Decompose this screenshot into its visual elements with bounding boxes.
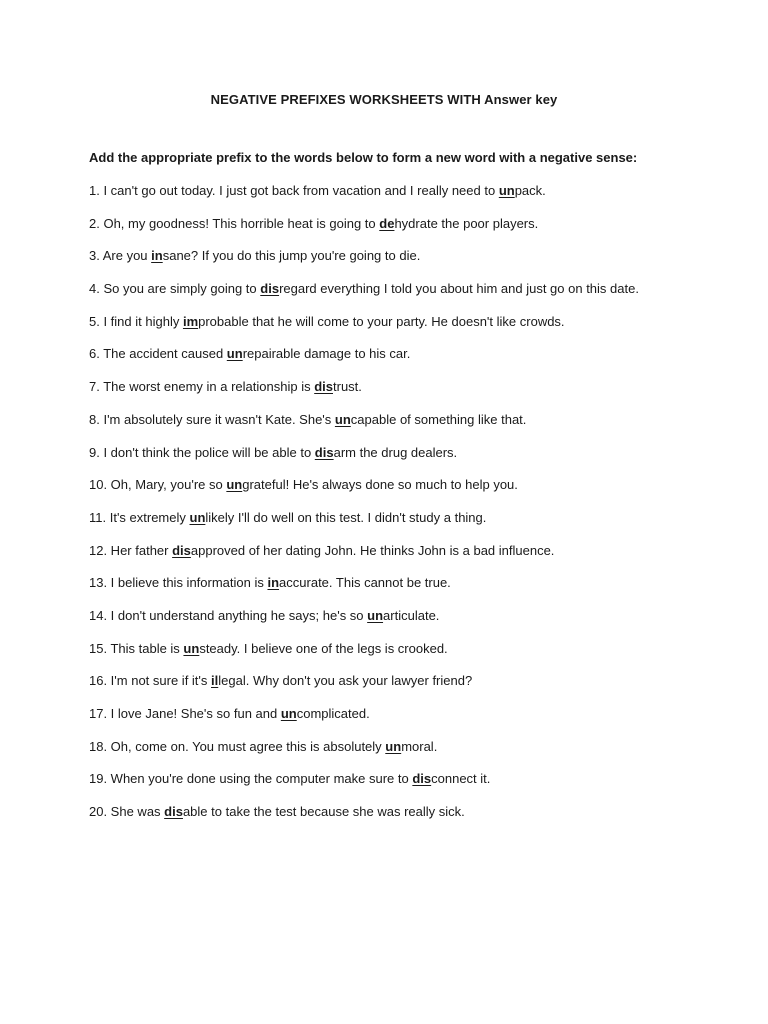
list-item (89, 641, 639, 674)
answer-prefix: dis (260, 281, 280, 297)
sentence-start: 18. Oh, come on. You must agree this is absolutely (89, 738, 386, 754)
list-item (89, 216, 639, 249)
sentence-start: 8. I'm absolutely sure it wasn't Kate. She's (89, 411, 335, 427)
sentence-start: 12. Her father (89, 542, 173, 558)
list-item (89, 706, 639, 739)
list-item (89, 608, 639, 641)
answer-prefix: un (498, 183, 515, 198)
sentence-end: approved of her dating John. He thinks John is a bad influence. (190, 542, 555, 558)
sentence-end: complicated. (296, 706, 370, 721)
page-title: NEGATIVE PREFIXES WORKSHEETS WITH Answer key (210, 92, 558, 107)
sentence-end: legal. Why don't you ask your lawyer friend? (218, 673, 473, 689)
sentence-end: able to take the test because she was really sick. (182, 804, 465, 820)
sentence-start: 15. This table is (89, 640, 184, 656)
sentence-start: 1. I can't go out today. I just got back from vacation and I really need to (89, 183, 499, 198)
sentence-start: 4. So you are simply going to (89, 281, 261, 297)
sentence-end: likely I'll do well on this test. I didn't study a thing. (205, 509, 487, 525)
sentence-end: arm the drug dealers. (333, 444, 458, 460)
answer-prefix: un (280, 706, 297, 721)
sentence-end: trust. (333, 379, 362, 395)
answer-prefix: un (334, 411, 351, 427)
sentence-end: articulate. (383, 607, 440, 623)
list-item (89, 248, 639, 281)
answer-prefix: un (183, 640, 200, 656)
sentence-start: 14. I don't understand anything he says; he's so (89, 607, 368, 623)
sentence-start: 17. I love Jane! She's so fun and (89, 706, 281, 721)
sentence-end: regard everything I told you about him and just go on this date. (279, 281, 639, 297)
sentence-end: steady. I believe one of the legs is crooked. (199, 640, 448, 656)
sentence-end: repairable damage to his car. (242, 346, 411, 362)
list-item (89, 445, 639, 478)
sentence-start: 3. Are you (89, 248, 152, 264)
answer-prefix: dis (314, 444, 334, 460)
answer-prefix: dis (172, 542, 191, 558)
list-item (89, 477, 639, 510)
sentence-end: hydrate the poor players. (394, 215, 539, 231)
answer-prefix: un (385, 738, 402, 754)
answer-prefix: in (267, 575, 280, 591)
list-item (89, 510, 639, 543)
answer-prefix: dis (412, 771, 432, 787)
sentence-start: 20. She was (89, 804, 165, 820)
list-item (89, 673, 639, 706)
list-item (89, 543, 639, 576)
answer-prefix: il (211, 673, 219, 689)
list-item (89, 281, 639, 314)
sentence-start: 16. I'm not sure if it's (89, 673, 212, 689)
sentence-start: 9. I don't think the police will be able to (89, 444, 315, 460)
sentence-end: sane? If you do this jump you're going to die. (162, 248, 421, 264)
sentence-end: probable that he will come to your party. He doesn't like crowds. (198, 313, 565, 329)
list-item (89, 804, 639, 837)
list-item (89, 739, 639, 772)
answer-prefix: un (189, 509, 206, 525)
answer-prefix: in (151, 248, 163, 264)
list-item (89, 379, 639, 412)
sentence-start: 19. When you're done using the computer make sure to (89, 771, 413, 787)
list-item (89, 575, 639, 608)
sentence-end: grateful! He's always done so much to help you. (242, 477, 518, 493)
sentence-end: moral. (401, 738, 438, 754)
answer-prefix: un (226, 477, 243, 493)
list-item (89, 771, 639, 804)
list-item (89, 346, 639, 379)
answer-prefix: dis (164, 804, 183, 820)
sentence-start: 10. Oh, Mary, you're so (89, 477, 227, 493)
sentence-start: 13. I believe this information is (89, 575, 268, 591)
sentence-start: 5. I find it highly (89, 313, 183, 329)
answer-prefix: un (226, 346, 243, 362)
sentence-start: 2. Oh, my goodness! This horrible heat is going to (89, 215, 380, 231)
sentence-end: accurate. This cannot be true. (279, 575, 451, 591)
list-item (89, 412, 639, 445)
answer-prefix: im (182, 313, 199, 329)
sentence-start: 7. The worst enemy in a relationship is (89, 379, 315, 395)
sentence-start: 11. It's extremely (89, 509, 190, 525)
answer-prefix: dis (314, 379, 333, 395)
instructions: Add the appropriate prefix to the words below to form a new word with a negative sense: (89, 150, 638, 165)
list-item (89, 314, 639, 347)
sentence-end: capable of something like that. (350, 411, 527, 427)
sentence-end: connect it. (431, 771, 491, 787)
list-item (89, 183, 639, 216)
sentence-end: pack. (514, 183, 546, 198)
answer-prefix: un (367, 607, 384, 623)
exercise-list (89, 183, 639, 837)
sentence-start: 6. The accident caused (89, 346, 227, 362)
answer-prefix: de (379, 215, 395, 231)
